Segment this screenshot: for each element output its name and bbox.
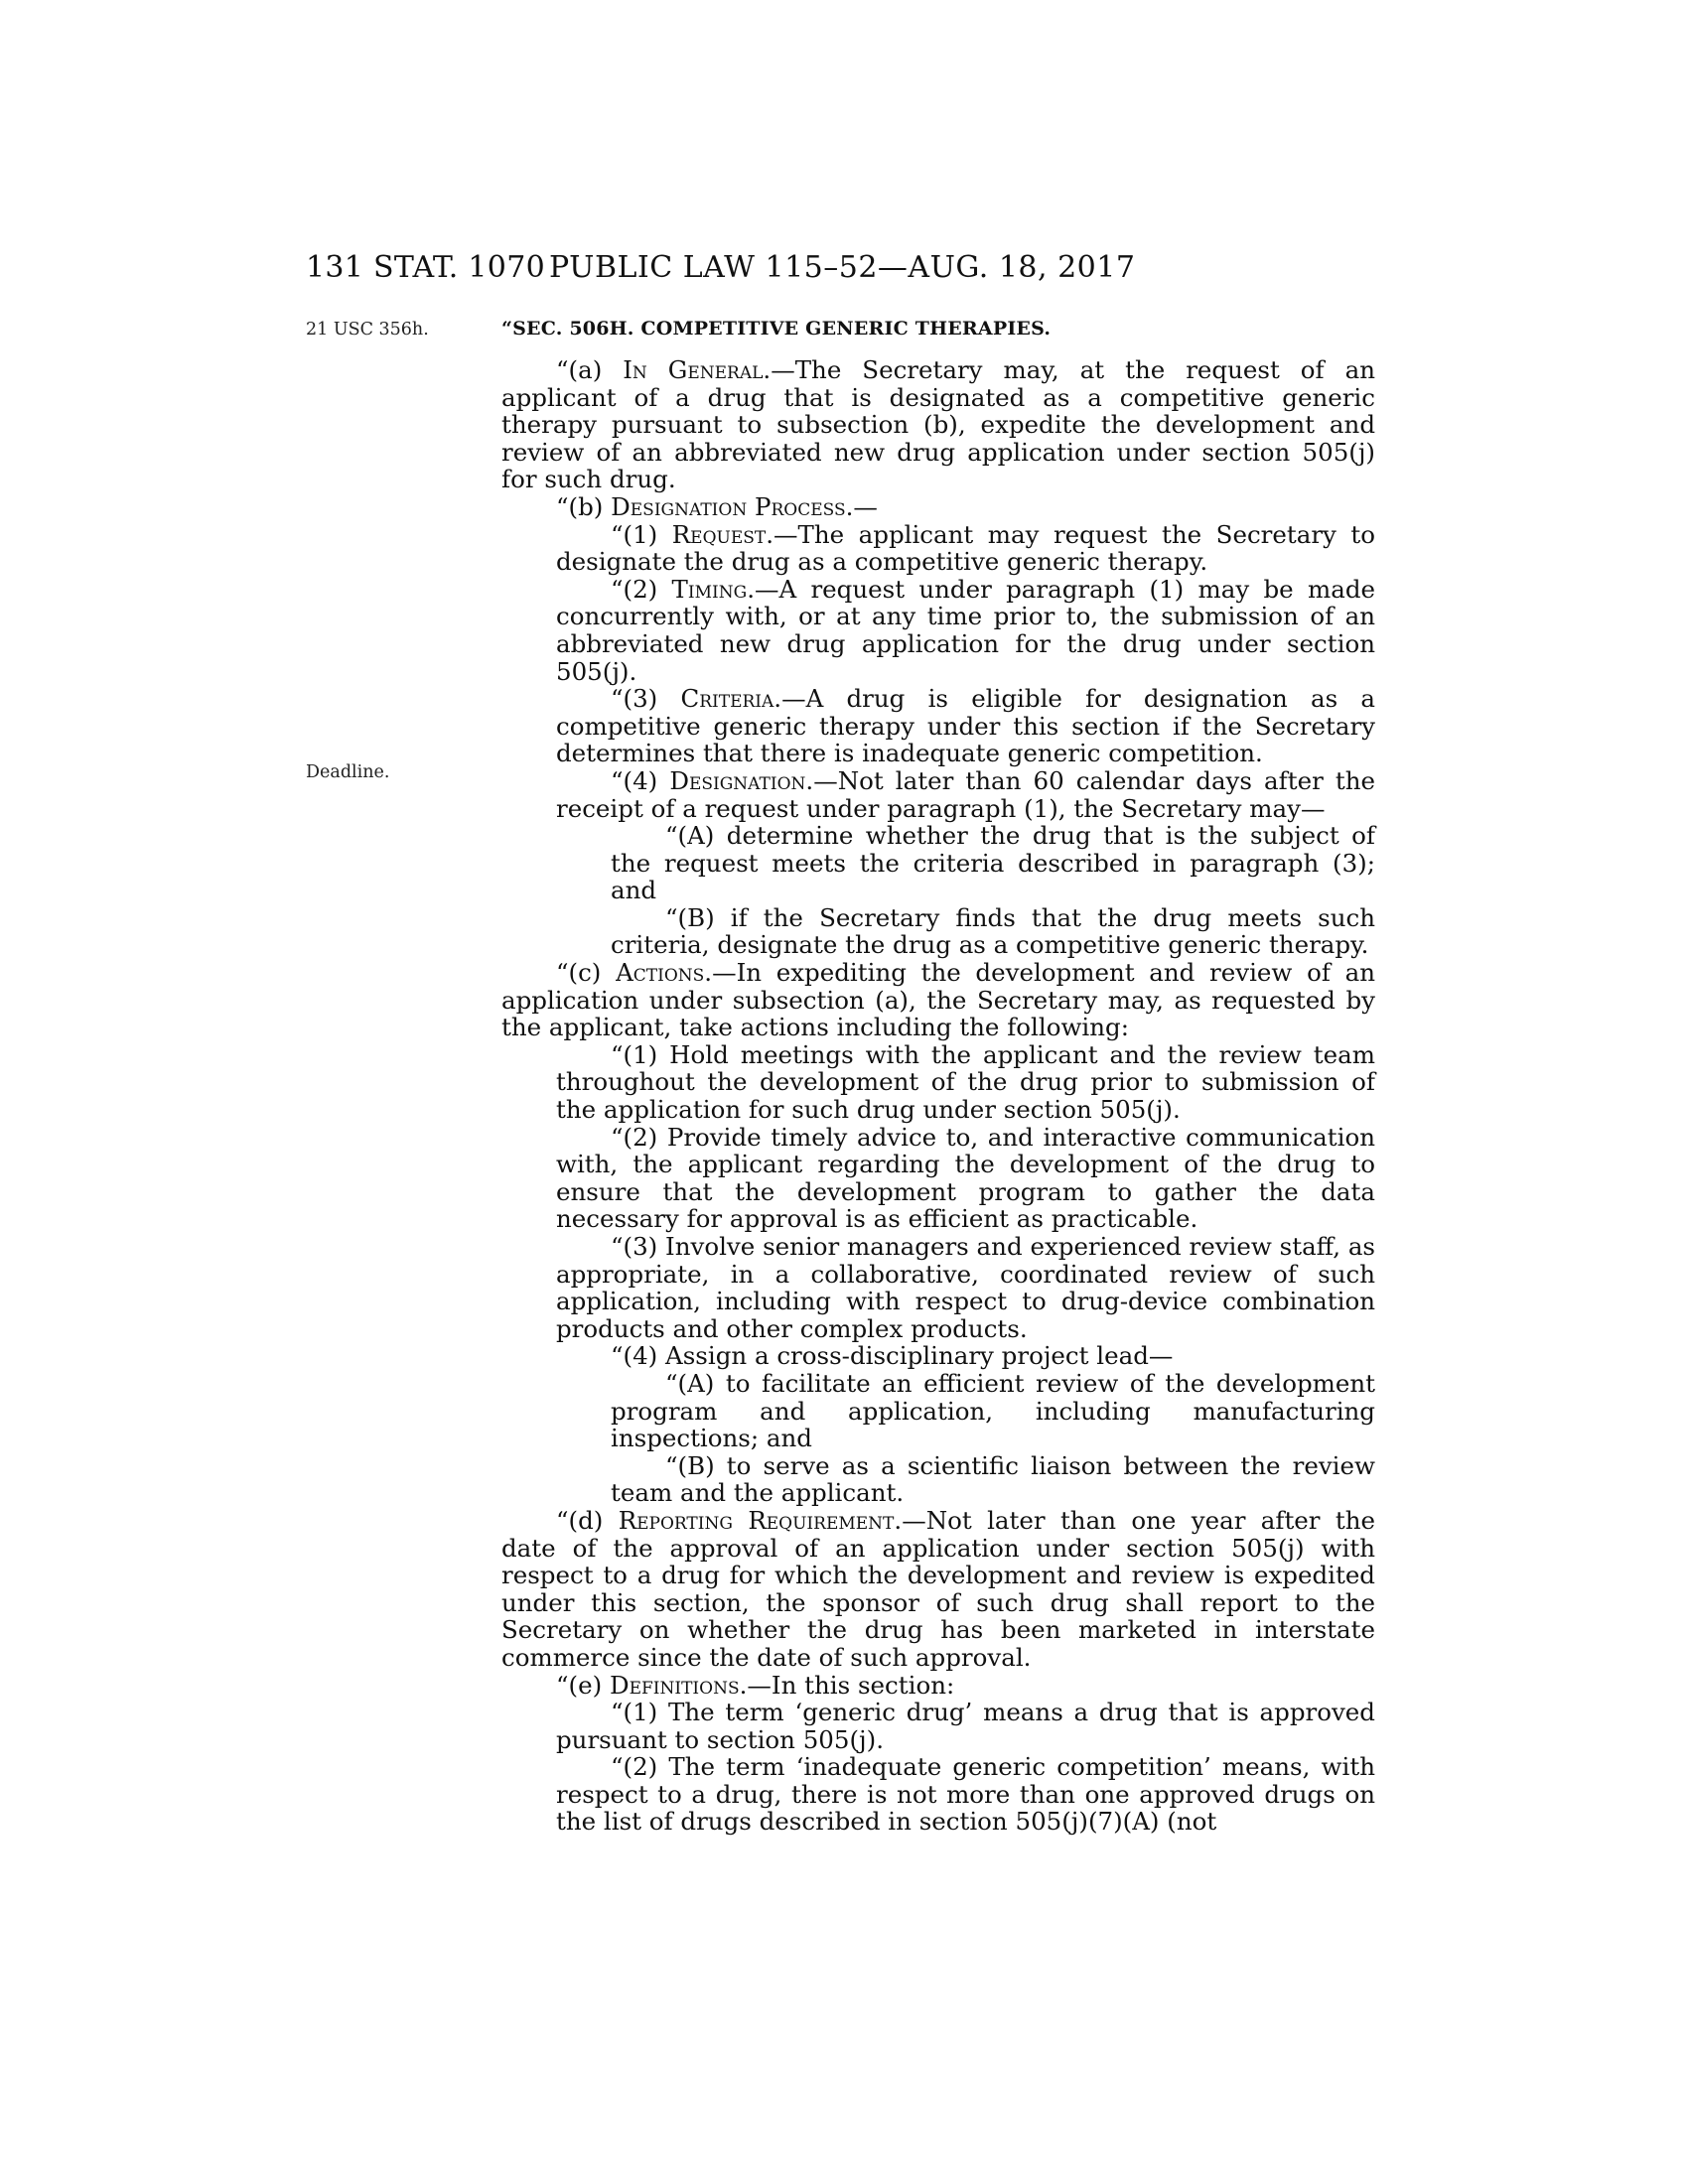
paragraph-label: “(3) xyxy=(611,684,681,714)
paragraph-b-2 xyxy=(501,576,1375,685)
paragraph-b-4 xyxy=(501,767,1375,822)
paragraph-heading: Definitions xyxy=(609,1670,740,1700)
paragraph-label: “(4) xyxy=(611,765,670,795)
paragraph-b-4-B: “(B) if the Secretary finds that the drug meets such criteria, designate the drug as a competitive generic therapy. xyxy=(611,902,1375,960)
paragraph-c-4-A: “(A) to facilitate an efficient review of the development program and application, including manufacturing inspections; and xyxy=(611,1368,1375,1453)
paragraph-text: .—In this section: xyxy=(739,1670,955,1700)
paragraph-heading: Request xyxy=(671,519,767,549)
paragraph-heading: Actions xyxy=(616,958,705,988)
paragraph-text: .—A request under paragraph (1) may be made concurrently with, or at any time prior to, the submission of an abbreviated new drug application for the drug under section 505(j). xyxy=(556,574,1375,686)
paragraph-label: “(c) xyxy=(556,958,617,988)
paragraph-label: “(2) xyxy=(611,574,672,604)
paragraph-c-4-B: “(B) to serve as a scientific liaison between the review team and the applicant. xyxy=(611,1450,1375,1508)
paragraph-heading: Designation xyxy=(669,765,806,795)
paragraph-text: .—Not later than one year after the date of the approval of an application under section 505(j) with respect to a drug for which the development and review is expedited under this section, the sponsor of such drug shall report to the Secretary on whether the drug has been marketed in interstate commerce since the date of such approval. xyxy=(501,1505,1375,1672)
section-title: “SEC. 506H. COMPETITIVE GENERIC THERAPIES. xyxy=(501,318,1052,340)
paragraph-text: .—A drug is eligible for designation as a competitive generic therapy under this section if the Secretary determines that there is inadequate generic competition. xyxy=(556,684,1375,768)
paragraph-b-4-A: “(A) determine whether the drug that is the subject of the request meets the criteria described in paragraph (3); and xyxy=(611,821,1375,905)
paragraph-d xyxy=(501,1507,1375,1672)
paragraph-heading: Designation Process xyxy=(611,491,846,521)
paragraph-heading: Reporting Requirement xyxy=(618,1505,895,1535)
paragraph-a xyxy=(501,356,1375,493)
paragraph-c-1: “(1) Hold meetings with the applicant and the review team throughout the development of the drug prior to submission of the application for such drug under section 505(j). xyxy=(556,1039,1375,1125)
public-law-title: PUBLIC LAW 115–52—AUG. 18, 2017 xyxy=(549,250,1136,285)
paragraph-c-2: “(2) Provide timely advice to, and interactive communication with, the applicant regarding the development of the drug to ensure that the development program to gather the data necessary for approval is as efficient as practicable. xyxy=(556,1122,1375,1234)
page-header xyxy=(306,250,1299,290)
paragraph-b xyxy=(501,493,1375,521)
paragraph-heading: Timing xyxy=(671,574,748,604)
paragraph-heading: In General xyxy=(623,355,764,384)
paragraph-text: .—Not later than 60 calendar days after the receipt of a request under paragraph (1), the Secretary may— xyxy=(556,765,1375,823)
body-text xyxy=(501,316,1375,1836)
paragraph-b-3 xyxy=(501,685,1375,767)
paragraph-label: “(a) xyxy=(556,355,624,384)
paragraph-text: .—The Secretary may, at the request of an applicant of a drug that is designated as a competitive generic therapy pursuant to subsection (b), expedite the development and review of an abbreviated new drug application under section 505(j) for such drug. xyxy=(501,355,1375,494)
paragraph-e-2: “(2) The term ‘inadequate generic competition’ means, with respect to a drug, there is not more than one approved drugs on the list of drugs described in section 505(j)(7)(A) (not xyxy=(556,1752,1375,1837)
paragraph-text: .— xyxy=(845,491,878,521)
paragraph-label: “(d) xyxy=(556,1505,619,1535)
paragraph-label: “(b) xyxy=(556,491,612,521)
paragraph-c-4: “(4) Assign a cross-disciplinary project lead— xyxy=(611,1341,1174,1371)
paragraph-heading: Criteria xyxy=(680,684,774,714)
paragraph-text: .—In expediting the development and review of an application under subsection (a), the Secretary may, as requested by the applicant, take actions including the following: xyxy=(501,958,1376,1042)
paragraph-label: “(1) xyxy=(611,519,672,549)
margin-note-usc-cite: 21 USC 356h. xyxy=(306,320,429,340)
paragraph-label: “(e) xyxy=(556,1670,610,1700)
paragraph-b-1 xyxy=(501,521,1375,576)
paragraph-e-1: “(1) The term ‘generic drug’ means a drug that is approved pursuant to section 505(j). xyxy=(556,1698,1375,1754)
paragraph-text: .—The applicant may request the Secretary to designate the drug as a competitive generic therapy. xyxy=(556,519,1375,577)
paragraph-c-3: “(3) Involve senior managers and experienced review staff, as appropriate, in a collaborative, coordinated review of such application, including with respect to drug-device combination products and other complex products. xyxy=(556,1232,1375,1343)
paragraph-e xyxy=(501,1672,1375,1700)
margin-note-deadline: Deadline. xyxy=(306,762,390,782)
statute-page-reference: 131 STAT. 1070 xyxy=(306,250,545,285)
paragraph-c xyxy=(501,959,1375,1041)
